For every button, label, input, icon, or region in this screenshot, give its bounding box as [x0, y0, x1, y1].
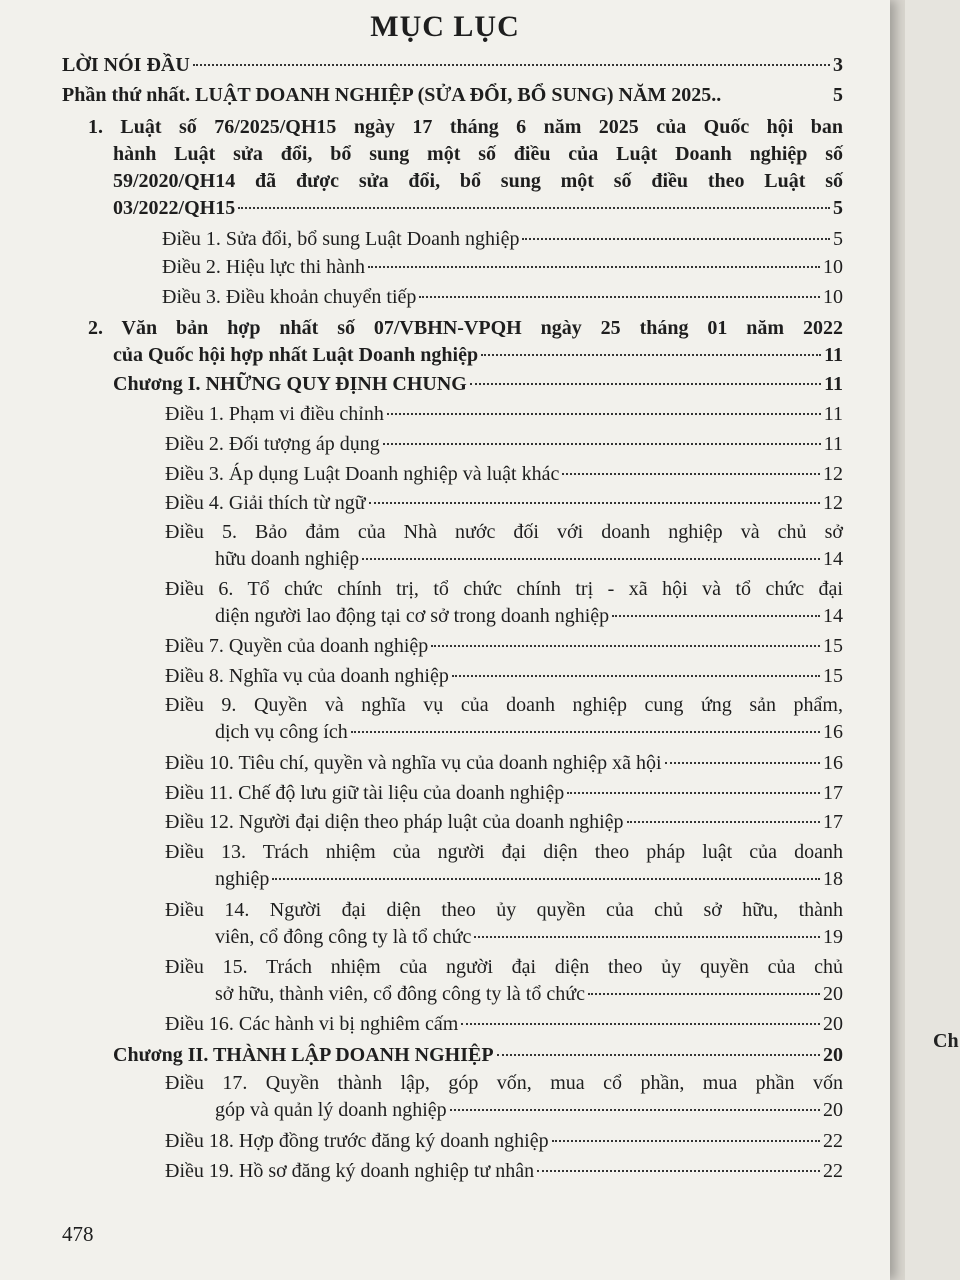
toc-page-number: 15: [823, 635, 843, 657]
toc-entry-article[interactable]: Điều 17. Quyền thành lập, góp vốn, mua cổ phần, mua phần vốn góp và quản lý doanh nghiệp 20: [165, 1070, 843, 1124]
toc-page-number: 14: [823, 548, 843, 570]
toc-entry-article[interactable]: Điều 11. Chế độ lưu giữ tài liệu của doanh nghiệp 17: [165, 780, 843, 807]
toc-entry-article[interactable]: Điều 16. Các hành vi bị nghiêm cấm 20: [165, 1011, 843, 1038]
page-title: MỤC LỤC: [370, 10, 520, 43]
toc-entry-article[interactable]: Điều 13. Trách nhiệm của người đại diện theo pháp luật của doanh nghiệp 18: [165, 839, 843, 893]
toc-entry-article[interactable]: Điều 8. Nghĩa vụ của doanh nghiệp 15: [165, 663, 843, 690]
toc-entry-preface[interactable]: LỜI NÓI ĐẦU 3: [62, 52, 843, 79]
toc-entry-article[interactable]: Điều 15. Trách nhiệm của người đại diện theo ủy quyền của chủ sở hữu, thành viên, cổ đông công ty là tổ chức 20: [165, 954, 843, 1008]
toc-page-number: 12: [823, 463, 843, 485]
toc-page-number: 20: [823, 1099, 843, 1121]
toc-page-number: 5: [833, 197, 843, 219]
toc-entry-article[interactable]: Điều 1. Sửa đổi, bổ sung Luật Doanh nghiệp 5: [162, 226, 843, 253]
toc-entry-consolidated-text[interactable]: 2. Văn bản hợp nhất số 07/VBHN-VPQH ngày 25 tháng 01 năm 2022 của Quốc hội hợp nhất Luật Doanh nghiệp 11: [88, 315, 843, 369]
toc-page-number: 16: [823, 752, 843, 774]
toc-entry-part-one[interactable]: Phần thứ nhất. LUẬT DOANH NGHIỆP (SỬA ĐỔI, BỔ SUNG) NĂM 2025.. 5: [62, 82, 843, 109]
toc-page-number: 19: [823, 926, 843, 948]
toc-page-number: 20: [823, 983, 843, 1005]
toc-page-number: 20: [823, 1044, 843, 1066]
toc-page-number: 10: [823, 256, 843, 278]
toc-page-number: 11: [824, 344, 843, 366]
toc-page-number: 11: [823, 403, 843, 425]
toc-page-number: 20: [823, 1013, 843, 1035]
toc-entry-chapter-1[interactable]: Chương I. NHỮNG QUY ĐỊNH CHUNG 11: [113, 371, 843, 398]
toc-entry-article[interactable]: Điều 9. Quyền và nghĩa vụ của doanh nghiệp cung ứng sản phẩm, dịch vụ công ích 16: [165, 692, 843, 746]
toc-entry-article[interactable]: Điều 3. Điều khoản chuyển tiếp 10: [162, 284, 843, 311]
toc-entry-article[interactable]: Điều 2. Đối tượng áp dụng 11: [165, 431, 843, 458]
page-number: 478: [62, 1222, 94, 1246]
toc-page-number: 14: [823, 605, 843, 627]
toc-entry-article[interactable]: Điều 1. Phạm vi điều chỉnh 11: [165, 401, 843, 428]
toc-entry-article[interactable]: Điều 6. Tổ chức chính trị, tổ chức chính trị - xã hội và tổ chức đại diện người lao động tại cơ sở trong doanh nghiệp 14: [165, 576, 843, 630]
toc-page-number: 11: [824, 373, 843, 395]
toc-page-number: 5: [833, 84, 843, 106]
toc-entry-article[interactable]: Điều 18. Hợp đồng trước đăng ký doanh nghiệp 22: [165, 1128, 843, 1155]
toc-entry-article[interactable]: Điều 7. Quyền của doanh nghiệp 15: [165, 633, 843, 660]
toc-page-number: 10: [823, 286, 843, 308]
toc-page-number: 15: [823, 665, 843, 687]
toc-entry-article[interactable]: Điều 5. Bảo đảm của Nhà nước đối với doanh nghiệp và chủ sở hữu doanh nghiệp 14: [165, 519, 843, 573]
toc-page-number: 16: [823, 721, 843, 743]
toc-entry-article[interactable]: Điều 19. Hồ sơ đăng ký doanh nghiệp tư nhân 22: [165, 1158, 843, 1185]
toc-entry-article[interactable]: Điều 14. Người đại diện theo ủy quyền của chủ sở hữu, thành viên, cổ đông công ty là tổ chức 19: [165, 897, 843, 951]
toc-entry-article[interactable]: Điều 3. Áp dụng Luật Doanh nghiệp và luật khác 12: [165, 461, 843, 488]
toc-entry-law-76[interactable]: 1. Luật số 76/2025/QH15 ngày 17 tháng 6 năm 2025 của Quốc hội ban hành Luật sửa đổi, bổ sung một số điều của Luật Doanh nghiệp số 59/2020/QH14 đã được sửa đổi, bổ sung một số điều theo Luật số 03/2022/QH15 5: [88, 114, 843, 222]
toc-page-number: 18: [823, 868, 843, 890]
adjacent-page-edge: [905, 0, 960, 1280]
toc-entry-chapter-2[interactable]: Chương II. THÀNH LẬP DOANH NGHIỆP 20: [113, 1042, 843, 1069]
toc-page-number: 17: [823, 811, 843, 833]
toc-page-number: 17: [823, 782, 843, 804]
toc-page-number: 5: [833, 228, 843, 250]
toc-page-number: 12: [823, 492, 843, 514]
toc-entry-article[interactable]: Điều 4. Giải thích từ ngữ 12: [165, 490, 843, 517]
toc-entry-article[interactable]: Điều 12. Người đại diện theo pháp luật của doanh nghiệp 17: [165, 809, 843, 836]
toc-page-number: 22: [823, 1130, 843, 1152]
adjacent-page-text: Ch: [933, 1030, 959, 1052]
toc-page-number: 11: [823, 433, 843, 455]
toc-page-number: 3: [833, 54, 843, 76]
toc-entry-article[interactable]: Điều 10. Tiêu chí, quyền và nghĩa vụ của doanh nghiệp xã hội 16: [165, 750, 843, 777]
toc-entry-article[interactable]: Điều 2. Hiệu lực thi hành 10: [162, 254, 843, 281]
toc-page-number: 22: [823, 1160, 843, 1182]
